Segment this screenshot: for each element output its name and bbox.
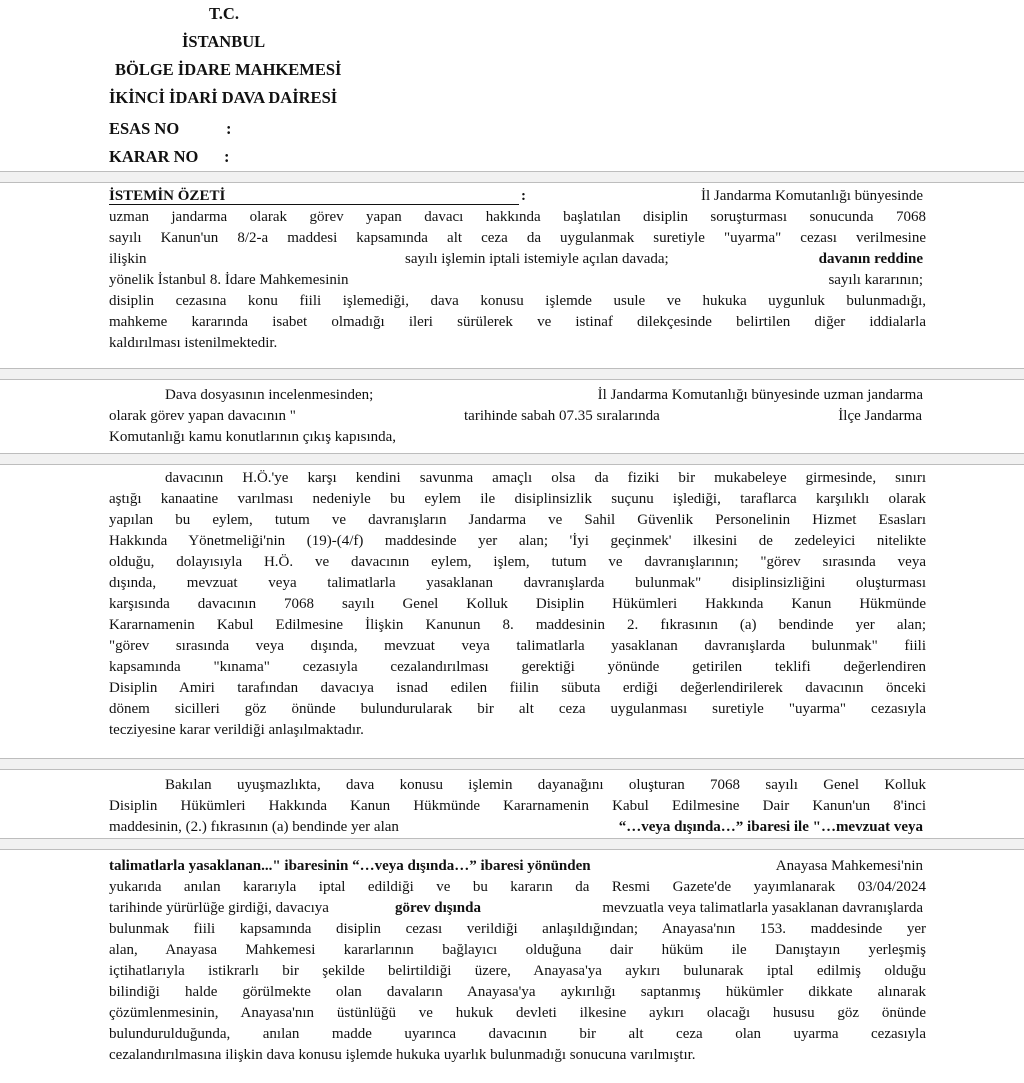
- dosya-line-1: [165, 385, 926, 406]
- savunma-line: davacının H.Ö.'ye karşı kendini savunma amaçlı olsa da fiziki bir mukabeleye girmesinde, sınırı: [165, 470, 926, 486]
- karar-colon: :: [224, 147, 230, 166]
- savunma-line: tecziyesine karar verildiği anlaşılmaktadır.: [109, 722, 364, 738]
- section-separator: [0, 838, 1024, 850]
- savunma-line: dışında, mevzuat veya talimatlarla yasaklanan davranışlarda bulunmak" disiplinsizliğini oluşturması: [109, 575, 926, 591]
- sonuc-line-6: içtihatlarıyla istikrarlı bir şekilde belirtildiği üzere, Anayasa'ya aykırı bulunarak iptal edilmiş olduğu: [109, 963, 926, 979]
- ozet-line-7: mahkeme kararında isabet olmadığı ileri sürülerek ve istinaf dilekçesinde belirtilen diğer iddialarla: [109, 314, 926, 330]
- court-city: İSTANBUL: [182, 32, 266, 51]
- sonuc-line-2: yukarıda anılan kararıyla iptal edildiği ve bu kararın da Resmi Gazete'de yayımlanarak 03/04/2024: [109, 879, 926, 895]
- ozet-l5a: yönelik İstanbul 8. İdare Mahkemesinin: [109, 272, 349, 288]
- esas-colon: :: [226, 119, 232, 138]
- ozet-line-5: [109, 270, 926, 291]
- ozet-colon: :: [521, 188, 526, 204]
- ozet-line-6: disiplin cezasına konu fiili işlemediği, dava konusu işlemde usule ve hukuka uygunluk bulunmadığı,: [109, 293, 926, 309]
- dosya-line-2: [109, 406, 926, 427]
- ozet-l4b: sayılı işlemin iptali istemiyle açılan davada;: [405, 251, 669, 267]
- uyusmazlik-line-3: [109, 817, 924, 838]
- savunma-line: "görev sırasında veya dışında, mevzuat veya talimatlarla yasaklanan davranışlarda bulunmak" fiili: [109, 638, 926, 654]
- sonuc-l3a: tarihinde yürürlüğe girdiği, davacıya: [109, 900, 329, 916]
- ozet-title: İSTEMİN ÖZETİ: [109, 188, 226, 204]
- savunma-line: kapsamında "kınama" cezasıyla cezalandırılması gerektiği yönünde getirilen teklifi değerlendiren: [109, 659, 926, 675]
- savunma-line: Hakkında Yönetmeliği'nin (19)-(4/f) maddesinde yer alan; 'İyi geçinmek' ilkesini de zedeleyici nitelikte: [109, 533, 926, 549]
- ozet-l5b: sayılı kararının;: [828, 272, 923, 288]
- savunma-line: Disiplin Amiri tarafından davacıya isnad edilen fiilin sübuta erdiği değerlendirilerek davacının önceki: [109, 680, 926, 696]
- savunma-line: dönem sicilleri göz önünde bulundurularak bir alt ceza uygulanması suretiyle "uyarma" cezasıyla: [109, 701, 926, 717]
- court-chamber: İKİNCİ İDARİ DAVA DAİRESİ: [109, 88, 338, 107]
- dosya-l2a: olarak görev yapan davacının ": [109, 408, 296, 424]
- karar-label: KARAR NO: [109, 147, 199, 166]
- ozet-l1-tail: İl Jandarma Komutanlığı bünyesinde: [700, 188, 923, 204]
- sonuc-l1a: talimatlarla yasaklanan..." ibaresinin “…veya dışında…” ibaresi yönünden: [109, 858, 591, 874]
- dosya-line-3: Komutanlığı kamu konutlarının çıkış kapısında,: [109, 429, 397, 445]
- savunma-line: yapılan bu eylem, tutum ve davranışların Jandarma ve Sahil Güvenlik Personelinin Hizmet Esasları: [109, 512, 926, 528]
- court-name: BÖLGE İDARE MAHKEMESİ: [115, 60, 342, 79]
- section-separator: [0, 453, 1024, 465]
- ozet-l4a: ilişkin: [109, 251, 147, 267]
- savunma-line: karşısında davacının 7068 sayılı Genel Kolluk Disiplin Hükümleri Hakkında Kanun Hükmünde: [109, 596, 926, 612]
- title-underline: [109, 204, 519, 205]
- ozet-line-2: uzman jandarma olarak görev yapan davacı hakkında başlatılan disiplin soruşturması sonucunda 7068: [109, 209, 926, 225]
- dosya-l1a: Dava dosyasının incelenmesinden;: [165, 387, 374, 403]
- court-country: T.C.: [209, 4, 239, 23]
- ozet-line-8: kaldırılması istenilmektedir.: [109, 335, 278, 351]
- sonuc-line-4: bulunmak fiili kapsamında disiplin cezası verildiği anlaşıldığından; Anayasa'nın 153. maddesinde yer: [109, 921, 926, 937]
- savunma-line: Kararnamenin Kabul Edilmesine İlişkin Kanunun 8. maddesinin 2. fıkrasının (a) bendinde yer alan;: [109, 617, 926, 633]
- uyusmazlik-line-1: Bakılan uyuşmazlıkta, dava konusu işlemin dayanağını oluşturan 7068 sayılı Genel Kolluk: [165, 777, 926, 793]
- savunma-line: olduğu, dolayısıyla H.Ö. ve davacının eylem, işlem, tutum ve davranışlarının; "görev sırasında veya: [109, 554, 926, 570]
- dosya-l2c: İlçe Jandarma: [838, 408, 922, 424]
- sonuc-line-5: alan, Anayasa Mahkemesi kararlarının bağlayıcı olduğuna dair hüküm ile Danıştayın yerleşmiş: [109, 942, 926, 958]
- uyusmazlik-line-2: Disiplin Hükümleri Hakkında Kanun Hükmünde Kararnamenin Kabul Edilmesine Dair Kanun'un 8'inci: [109, 798, 926, 814]
- sonuc-line-10: cezalandırılmasına ilişkin dava konusu işlemde hukuka uyarlık bulunmadığı sonucuna varılmıştır.: [109, 1047, 696, 1063]
- dosya-l2b: tarihinde sabah 07.35 sıralarında: [464, 408, 660, 424]
- section-separator: [0, 368, 1024, 380]
- sonuc-line-7: bilindiği halde görülmekte olan davaların Anayasa'ya aykırılığı saptanmış hükümler dikkate alınarak: [109, 984, 926, 1000]
- sonuc-l3b: görev dışında: [395, 900, 481, 916]
- sonuc-line-9: bulundurulduğunda, anılan madde uyarınca davacının bir alt ceza olan uyarma cezasıyla: [109, 1026, 926, 1042]
- sonuc-line-1: [109, 856, 926, 877]
- ozet-l4c: davanın reddine: [818, 251, 923, 267]
- ozet-line-3: sayılı Kanun'un 8/2-a maddesi kapsamında alt ceza da uygulanmak suretiyle "uyarma" cezası verilmesine: [109, 230, 926, 246]
- esas-label: ESAS NO: [109, 119, 180, 138]
- sonuc-l3c: mevzuatla veya talimatlarla yasaklanan davranışlarda: [602, 900, 923, 916]
- section-separator: [0, 758, 1024, 770]
- sonuc-line-8: çözümlenmesinin, Anayasa'nın üstünlüğü ve hukuk devleti ilkesine aykırı olacağı hususu göz önünde: [109, 1005, 926, 1021]
- dosya-l1b: İl Jandarma Komutanlığı bünyesinde uzman jandarma: [597, 387, 923, 403]
- uyusmazlik-l3b: “…veya dışında…” ibaresi ile "…mevzuat veya: [618, 819, 923, 835]
- uyusmazlik-l3a: maddesinin, (2.) fıkrasının (a) bendinde yer alan: [109, 819, 399, 835]
- sonuc-line-3: [109, 898, 926, 919]
- savunma-line: aştığı kanaatine varılması nedeniyle bu eylem ile disiplinsizlik suçunu işlediği, taraflarca karşılıklı olarak: [109, 491, 926, 507]
- ozet-line-4: [109, 249, 926, 270]
- sonuc-l1b: Anayasa Mahkemesi'nin: [775, 858, 923, 874]
- section-separator: [0, 171, 1024, 183]
